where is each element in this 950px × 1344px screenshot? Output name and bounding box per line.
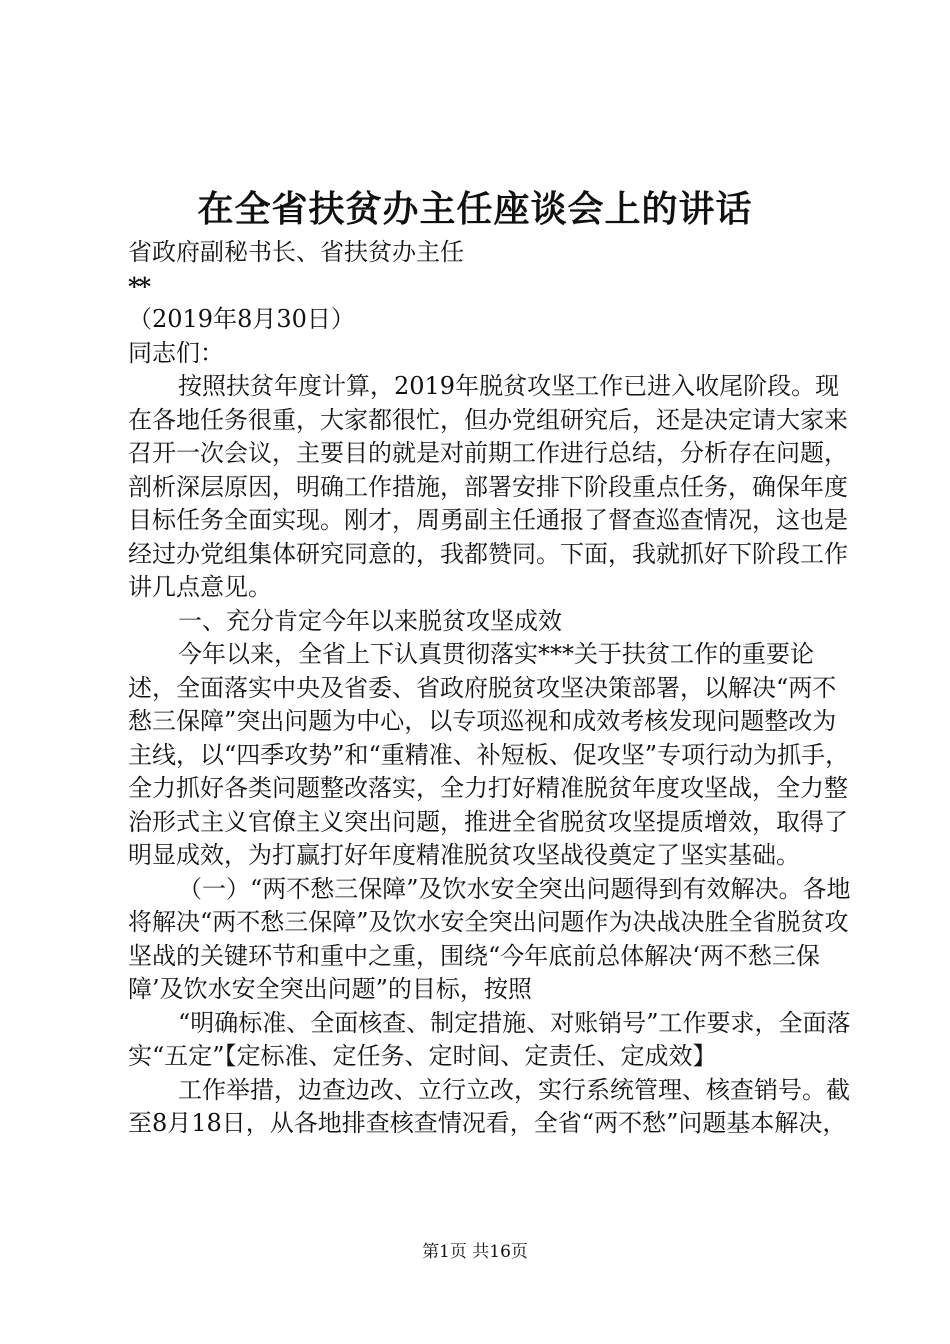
- paragraph-achievements: 今年以来，全省上下认真贯彻落实***关于扶贫工作的重要论述，全面落实中央及省委、省政府脱贫攻坚决策部署，以解决“两不愁三保障”突出问题为中心，以专项巡视和成效考核发现问题整改为主线，以“四季攻势”和“重精准、补短板、促攻坚”专项行动为抓手，全力抓好各类问题整改落实，全力打好精准脱贫年度攻坚战，全力整治形式主义官僚主义突出问题，推进全省脱贫攻坚提质增效，取得了明显成效，为打赢打好年度精准脱贫攻坚战役奠定了坚实基础。: [128, 640, 850, 869]
- page-footer: 第1页 共16页: [422, 1242, 528, 1262]
- section-heading-1: 一、充分肯定今年以来脱贫攻坚成效: [178, 606, 562, 635]
- salutation: 同志们：: [128, 338, 224, 367]
- document-body: [128, 236, 858, 1141]
- paragraph-measures: 工作举措，边查边改、立行立改，实行系统管理、核查销号。截至8月18日，从各地排查核查情况看，全省“两不愁”问题基本解决，: [128, 1075, 850, 1137]
- document-title: 在全省扶贫办主任座谈会上的讲话: [197, 188, 753, 230]
- paragraph-subsection-1: （一）“两不愁三保障”及饮水安全突出问题得到有效解决。各地将解决“两不愁三保障”及饮水安全突出问题作为决战决胜全省脱贫攻坚战的关键环节和重中之重，围绕“今年底前总体解决‘两不愁三保障’及饮水安全突出问题”的目标，按照: [128, 874, 851, 1003]
- speech-date: （2019年8月30日）: [128, 305, 355, 333]
- paragraph-intro: 按照扶贫年度计算，2019年脱贫攻坚工作已进入收尾阶段。现在各地任务很重，大家都很忙，但办党组研究后，还是决定请大家来召开一次会议，主要目的就是对前期工作进行总结，分析存在问题，剖析深层原因，明确工作措施，部署安排下阶段重点任务，确保年度目标任务全面实现。刚才，周勇副主任通报了督查巡查情况，这也是经过办党组集体研究同意的，我都赞同。下面，我就抓好下阶段工作讲几点意见。: [128, 372, 848, 601]
- paragraph-requirements: “明确标准、全面核查、制定措施、对账销号”工作要求，全面落实“五定”【定标准、定任务、定时间、定责任、定成效】: [128, 1008, 851, 1070]
- author-title: 省政府副秘书长、省扶贫办主任: [128, 238, 464, 266]
- author-name: **: [128, 271, 150, 301]
